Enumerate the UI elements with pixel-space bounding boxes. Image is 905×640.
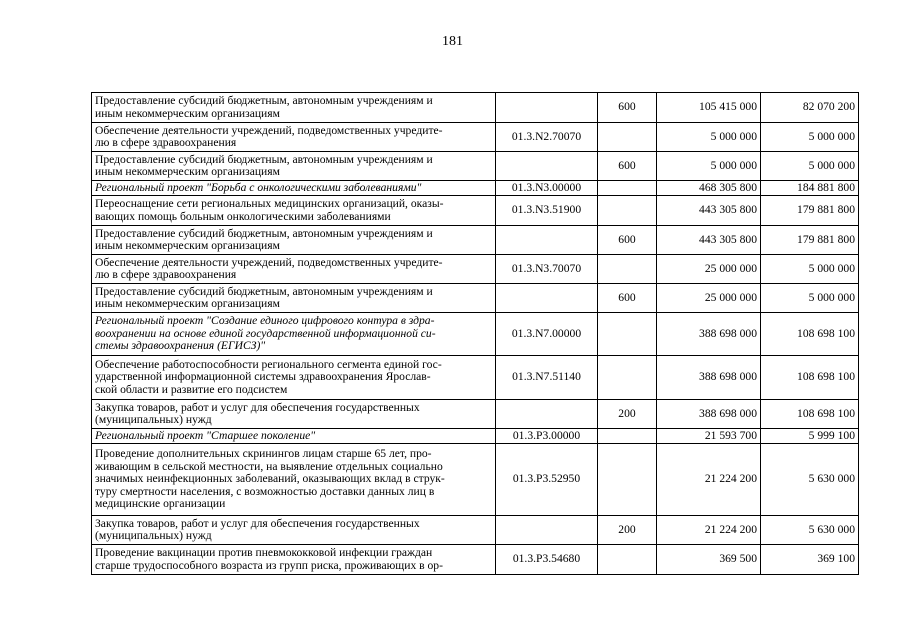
- row-code: [496, 226, 598, 255]
- budget-table: [91, 92, 859, 575]
- row-name-line: Закупка товаров, работ и услуг для обеспечения государственных: [95, 516, 420, 530]
- row-value-2: 108 698 100: [761, 400, 859, 429]
- row-value-2: 5 000 000: [761, 284, 859, 313]
- row-expense-type: 600: [598, 152, 657, 181]
- project-row: [92, 313, 859, 356]
- table-row: [92, 123, 859, 152]
- row-value-2: 179 881 800: [761, 226, 859, 255]
- row-name-line: Региональный проект "Создание единого цифрового контура в здра-: [95, 314, 435, 328]
- project-row: [92, 429, 859, 444]
- row-value-1: 21 593 700: [657, 429, 761, 444]
- row-value-2: 5 000 000: [761, 152, 859, 181]
- row-expense-type: [598, 429, 657, 444]
- row-value-1: 21 224 200: [657, 516, 761, 545]
- row-name: [92, 123, 496, 152]
- row-code: 01.3.P3.00000: [496, 429, 598, 444]
- row-code: 01.3.N7.51140: [496, 356, 598, 400]
- row-value-2: 5 000 000: [761, 255, 859, 284]
- row-name: [92, 255, 496, 284]
- row-name-line: иным некоммерческим организациям: [95, 297, 280, 310]
- table-row: [92, 284, 859, 313]
- row-name-line: Проведение дополнительных скринингов лицам старше 65 лет, про-: [95, 447, 432, 461]
- table-row: [92, 93, 859, 123]
- row-name: [92, 152, 496, 181]
- row-name-line: Проведение вакцинации против пневмококковой инфекции граждан: [95, 546, 433, 560]
- row-name-line: иным некоммерческим организациям: [95, 106, 280, 120]
- row-name: [92, 545, 496, 575]
- row-code: [496, 93, 598, 123]
- row-value-1: 443 305 800: [657, 226, 761, 255]
- row-value-2: 5 000 000: [761, 123, 859, 152]
- row-value-1: 25 000 000: [657, 255, 761, 284]
- row-expense-type: 600: [598, 93, 657, 123]
- row-code: 01.3.N3.51900: [496, 196, 598, 226]
- row-code: [496, 516, 598, 545]
- row-name-line: Переоснащение сети региональных медицинских организаций, оказы-: [95, 197, 444, 211]
- row-name-line: Региональный проект "Борьба с онкологическими заболеваниями": [95, 180, 422, 194]
- row-name: [92, 313, 496, 356]
- row-name-line: иным некоммерческим организациям: [95, 239, 280, 252]
- row-expense-type: [598, 196, 657, 226]
- row-name: [92, 284, 496, 313]
- row-name-line: ской области и развитие его подсистем: [95, 382, 288, 396]
- row-expense-type: [598, 444, 657, 516]
- row-value-1: 388 698 000: [657, 313, 761, 356]
- row-expense-type: [598, 123, 657, 152]
- row-value-2: 108 698 100: [761, 313, 859, 356]
- row-name-line: туру смертности населения, с возможностью доставки данных лиц в: [95, 484, 435, 498]
- table-row: [92, 516, 859, 545]
- row-name-line: лю в сфере здравоохранения: [95, 268, 237, 281]
- row-value-1: 443 305 800: [657, 196, 761, 226]
- row-value-2: 5 630 000: [761, 444, 859, 516]
- row-name-line: медицинские организации: [95, 497, 226, 511]
- row-name-line: Региональный проект "Старшее поколение": [95, 428, 316, 442]
- row-value-1: 5 000 000: [657, 123, 761, 152]
- row-expense-type: [598, 181, 657, 196]
- table-row: [92, 545, 859, 575]
- row-expense-type: 600: [598, 284, 657, 313]
- row-value-2: 369 100: [761, 545, 859, 575]
- table-row: [92, 226, 859, 255]
- row-code: 01.3.N7.00000: [496, 313, 598, 356]
- row-expense-type: 200: [598, 516, 657, 545]
- row-expense-type: [598, 545, 657, 575]
- row-expense-type: [598, 255, 657, 284]
- row-name-line: значимых неинфекционных заболеваний, оказывающих вклад в струк-: [95, 472, 445, 486]
- row-code: 01.3.N3.00000: [496, 181, 598, 196]
- row-code: [496, 152, 598, 181]
- row-value-1: 369 500: [657, 545, 761, 575]
- table-row: [92, 255, 859, 284]
- row-value-2: 82 070 200: [761, 93, 859, 123]
- row-name-line: Предоставление субсидий бюджетным, автономным учреждениям и: [95, 284, 433, 298]
- row-name-line: Обеспечение деятельности учреждений, подведомственных учредите-: [95, 123, 443, 137]
- row-name: [92, 356, 496, 400]
- table-row: [92, 196, 859, 226]
- row-code: [496, 400, 598, 429]
- row-name: [92, 516, 496, 545]
- row-code: [496, 284, 598, 313]
- row-value-1: 388 698 000: [657, 400, 761, 429]
- row-name-line: Предоставление субсидий бюджетным, автономным учреждениям и: [95, 226, 433, 240]
- row-value-1: 388 698 000: [657, 356, 761, 400]
- project-row: [92, 181, 859, 196]
- row-name: [92, 226, 496, 255]
- row-name: [92, 400, 496, 429]
- row-code: 01.3.P3.52950: [496, 444, 598, 516]
- row-name-line: стемы здравоохранения (ЕГИСЗ)": [95, 339, 266, 353]
- row-value-2: 5 630 000: [761, 516, 859, 545]
- row-value-1: 25 000 000: [657, 284, 761, 313]
- row-value-2: 5 999 100: [761, 429, 859, 444]
- row-name-line: Обеспечение деятельности учреждений, подведомственных учредите-: [95, 255, 443, 269]
- row-name: [92, 444, 496, 516]
- row-code: 01.3.P3.54680: [496, 545, 598, 575]
- row-name-line: воохранении на основе единой государственной информационной си-: [95, 326, 436, 340]
- row-name-line: (муниципальных) нужд: [95, 529, 212, 542]
- row-name: [92, 181, 496, 196]
- row-name-line: Предоставление субсидий бюджетным, автономным учреждениям и: [95, 152, 433, 166]
- row-name-line: (муниципальных) нужд: [95, 413, 212, 426]
- row-expense-type: 200: [598, 400, 657, 429]
- row-name-line: Предоставление субсидий бюджетным, автономным учреждениям и: [95, 94, 433, 108]
- row-code: 01.3.N3.70070: [496, 255, 598, 284]
- row-name: [92, 196, 496, 226]
- table-row: [92, 400, 859, 429]
- table-row: [92, 152, 859, 181]
- row-name: [92, 429, 496, 444]
- row-name-line: ударственной информационной системы здравоохранения Ярослав-: [95, 370, 431, 384]
- row-code: 01.3.N2.70070: [496, 123, 598, 152]
- row-value-2: 179 881 800: [761, 196, 859, 226]
- row-expense-type: [598, 313, 657, 356]
- table-row: [92, 356, 859, 400]
- row-value-1: 468 305 800: [657, 181, 761, 196]
- row-expense-type: [598, 356, 657, 400]
- row-name-line: иным некоммерческим организациям: [95, 165, 280, 178]
- row-value-1: 105 415 000: [657, 93, 761, 123]
- row-value-2: 184 881 800: [761, 181, 859, 196]
- budget-table-body: [92, 93, 859, 575]
- row-name: [92, 93, 496, 123]
- table-row: [92, 444, 859, 516]
- row-name-line: лю в сфере здравоохранения: [95, 136, 237, 149]
- page-number: 181: [442, 34, 463, 49]
- row-name-line: старше трудоспособного возраста из групп риска, проживающих в ор-: [95, 558, 443, 572]
- row-value-1: 21 224 200: [657, 444, 761, 516]
- row-expense-type: 600: [598, 226, 657, 255]
- row-name-line: Обеспечение работоспособности регионального сегмента единой гос-: [95, 357, 442, 371]
- row-value-2: 108 698 100: [761, 356, 859, 400]
- row-name-line: Закупка товаров, работ и услуг для обеспечения государственных: [95, 400, 420, 414]
- row-value-1: 5 000 000: [657, 152, 761, 181]
- row-name-line: живающим в сельской местности, на выявление отдельных социально: [95, 459, 443, 473]
- row-name-line: вающих помощь больным онкологическими заболеваниями: [95, 209, 391, 223]
